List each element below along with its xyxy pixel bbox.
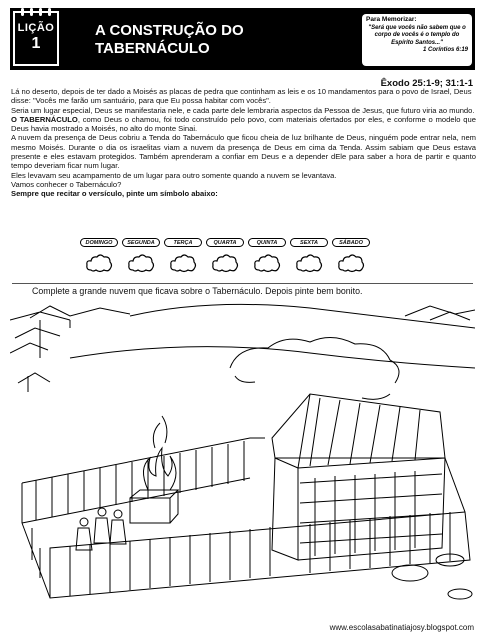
verse-prompt: Sempre que recitar o versículo, pinte um símbolo abaixo: — [11, 189, 218, 199]
altar-fire-icon — [130, 416, 178, 523]
cloud-icon[interactable] — [169, 253, 197, 273]
day-label: SEGUNDA — [122, 238, 160, 247]
day-label: SÁBADO — [332, 238, 370, 247]
day-domingo — [80, 238, 118, 273]
divider — [12, 283, 473, 284]
camp-tents-icon — [10, 306, 475, 392]
day-tracker — [80, 238, 370, 273]
memory-verse-box — [362, 14, 472, 66]
day-label: DOMINGO — [80, 238, 118, 247]
binder-rings-icon — [21, 8, 51, 16]
cloud-icon[interactable] — [85, 253, 113, 273]
paragraph-1: Lá no deserto, depois de ter dado a Moisés as placas de pedra que continham as leis e os 10 mandamentos para o povo de Israel, Deus disse: "Vocês me farão um santuário, para que Eu possa habitar com vocês". — [11, 87, 472, 106]
day-sexta — [290, 238, 328, 273]
cloud-outline[interactable] — [230, 337, 399, 399]
scripture-reference: Êxodo 25:1-9; 31:1-1 — [380, 78, 473, 89]
day-quinta — [248, 238, 286, 273]
paragraph-3: O TABERNÁCULO, como Deus o chamou, foi todo construído pelo povo, com materiais ofertados por eles, e conforme o modelo que Deus havia mostrado a Moisés, no alto do monte Sinai. — [11, 114, 476, 134]
day-quarta — [206, 238, 244, 273]
lesson-badge — [13, 11, 59, 66]
page-title — [95, 22, 275, 58]
day-sabado — [332, 238, 370, 273]
paragraph-6: Vamos conhecer o Tabernáculo? — [11, 179, 122, 189]
tabernacle-coloring-scene[interactable] — [10, 298, 475, 616]
desert-hills — [70, 304, 475, 368]
day-label: SEXTA — [290, 238, 328, 247]
paragraph-5: Eles levavam seu acampamento de um lugar para outro somente quando a nuvem se levantava. — [11, 170, 337, 180]
title-line-1: A CONSTRUÇÃO DO — [95, 22, 244, 39]
cloud-icon[interactable] — [253, 253, 281, 273]
paragraph-4: A nuvem da presença de Deus cobriu a Tenda do Tabernáculo que ficou cheia de luz brilhante de Deus, ninguém pode entrar nela, nem mesmo Moisés. Durante o dia os israelitas viam a nuvem da presença de Deus em cima da Tenda. Assim sabiam que Deus estava presente e eles estavam protegidos. Também aprenderam a confiar em Deus e a depender dEle para saber a hora de partir e quanto tempo deveriam ficar num lugar. — [11, 133, 476, 171]
cloud-icon[interactable] — [211, 253, 239, 273]
paragraph-2: Seria um lugar especial, Deus se manifestaria nele, e cada parte dele lembraria aspectos da Pessoa de Jesus, que futuro viria ao mundo. — [11, 105, 475, 115]
lesson-label: LIÇÃO — [17, 22, 55, 34]
day-label: TERÇA — [164, 238, 202, 247]
day-segunda — [122, 238, 160, 273]
day-label: QUINTA — [248, 238, 286, 247]
memory-reference: 1 Coríntios 6:19 — [422, 47, 468, 53]
cloud-icon[interactable] — [295, 253, 323, 273]
cloud-icon[interactable] — [337, 253, 365, 273]
lesson-number: 1 — [31, 35, 41, 52]
day-terca — [164, 238, 202, 273]
coloring-instruction: Complete a grande nuvem que ficava sobre o Tabernáculo. Depois pinte bem bonito. — [32, 286, 363, 296]
title-line-2: TABERNÁCULO — [95, 40, 210, 57]
day-label: QUARTA — [206, 238, 244, 247]
footer-url[interactable]: www.escolasabatinatiajosy.blogspot.com — [329, 623, 474, 632]
courtyard-fence — [22, 438, 470, 598]
tabernacle-emphasis: O TABERNÁCULO — [11, 114, 78, 124]
memory-label: Para Memorizar: — [366, 16, 417, 23]
tabernacle-tent — [272, 394, 445, 560]
cloud-icon[interactable] — [127, 253, 155, 273]
memory-verse: "Será que vocês não sabem que o corpo de vocês é o templo do Espírito Santos..." — [368, 24, 466, 46]
lesson-text — [11, 87, 476, 199]
